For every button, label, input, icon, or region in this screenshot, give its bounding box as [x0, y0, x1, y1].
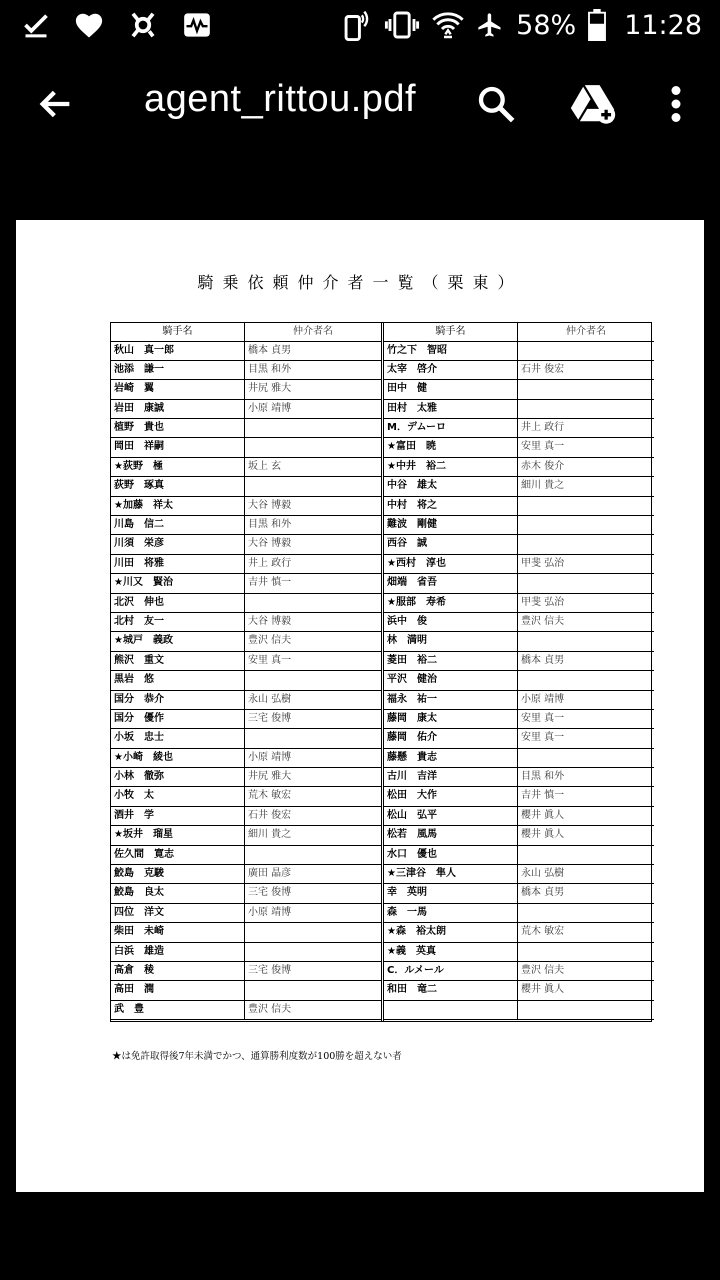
table-row [384, 438, 654, 457]
table-row [384, 846, 654, 865]
add-to-drive-button[interactable] [565, 80, 621, 132]
search-icon [476, 84, 516, 128]
agent-name-cell: 細川 貴之 [521, 480, 565, 492]
agent-name-cell: 豊沢 信夫 [248, 1003, 292, 1015]
table-row [111, 729, 381, 748]
jockey-name-cell: 西谷 誠 [384, 535, 518, 553]
table-row [384, 749, 654, 768]
wifi-icon [432, 10, 464, 40]
agent-name-cell [518, 497, 654, 515]
agent-name-cell: 大谷 博毅 [248, 538, 292, 550]
agent-name-cell [245, 923, 381, 941]
jockey-name-cell: ★三津谷 隼人 [384, 865, 518, 883]
agent-name-cell: 吉井 慎一 [248, 577, 292, 589]
jockey-name-cell: 田中 健 [384, 380, 518, 398]
jockey-name-cell: 松田 大作 [384, 787, 518, 805]
agent-name-cell: 豊沢 信夫 [248, 635, 292, 647]
jockey-name-cell: 難波 剛健 [384, 516, 518, 534]
agent-name-cell: 甲斐 弘治 [521, 596, 565, 608]
agent-name-cell [245, 846, 381, 864]
table-row [384, 865, 654, 884]
header-agent: 仲介者名 [566, 326, 606, 337]
agent-name-cell: 目黒 和外 [248, 519, 292, 531]
table-row [111, 516, 381, 535]
jockey-name-cell: 池添 謙一 [111, 361, 245, 379]
jockey-name-cell: 国分 優作 [111, 710, 245, 728]
agent-name-cell: 大谷 博毅 [248, 615, 292, 627]
agent-name-cell: 目黒 和外 [521, 771, 565, 783]
table-row [384, 923, 654, 942]
battery-icon [588, 9, 606, 41]
agent-name-cell [245, 594, 381, 612]
table-row [111, 400, 381, 419]
table-row [111, 342, 381, 361]
back-arrow-icon [36, 84, 76, 128]
agent-name-cell [518, 1001, 654, 1019]
table-row [384, 729, 654, 748]
jockey-name-cell: 岩崎 翼 [111, 380, 245, 398]
agent-name-cell: 小原 靖博 [248, 906, 292, 918]
table-row [384, 671, 654, 690]
jockey-name-cell: 川田 将雅 [111, 555, 245, 573]
agent-name-cell [518, 749, 654, 767]
table-row [384, 458, 654, 477]
app-toolbar [0, 60, 720, 150]
jockey-name-cell: 白浜 雄造 [111, 943, 245, 961]
agent-name-cell: 廣田 晶彦 [248, 868, 292, 880]
drive-add-icon [570, 83, 616, 129]
agent-name-cell: 三宅 俊博 [248, 712, 292, 724]
agent-name-cell: 豊沢 信夫 [521, 615, 565, 627]
table-row [111, 671, 381, 690]
agent-name-cell: 細川 貴之 [248, 829, 292, 841]
table-row [384, 904, 654, 923]
table-row [111, 574, 381, 593]
table-row [384, 1001, 654, 1020]
table-row [111, 419, 381, 438]
table-row [111, 361, 381, 380]
jockey-name-cell: 川須 栄彦 [111, 535, 245, 553]
table-row [111, 691, 381, 710]
table-row [384, 691, 654, 710]
table-row [384, 516, 654, 535]
table-row [384, 594, 654, 613]
jockey-name-cell: 鮫島 良太 [111, 884, 245, 902]
jockey-name-cell: 鮫島 克駿 [111, 865, 245, 883]
table-header-row [111, 323, 381, 342]
header-jockey: 騎手名 [384, 323, 518, 341]
table-row [384, 962, 654, 981]
jockey-name-cell: 北村 友一 [111, 613, 245, 631]
table-row [111, 632, 381, 651]
airplane-icon [476, 11, 504, 39]
jockey-name-cell: 畑端 省吾 [384, 574, 518, 592]
jockey-name-cell: ★森 裕太朗 [384, 923, 518, 941]
table-row [384, 652, 654, 671]
jockey-name-cell: 和田 竜二 [384, 981, 518, 999]
agent-name-cell [518, 904, 654, 922]
agent-name-cell: 小原 靖博 [248, 751, 292, 763]
agent-name-cell [245, 943, 381, 961]
jockey-name-cell: 中村 将之 [384, 497, 518, 515]
jockey-name-cell: 松山 弘平 [384, 807, 518, 825]
jockey-name-cell: ★義 英真 [384, 943, 518, 961]
vibrate-icon [384, 10, 420, 40]
jockey-name-cell: 藤岡 康太 [384, 710, 518, 728]
more-vert-icon [670, 86, 682, 126]
agent-name-cell [245, 477, 381, 495]
jockey-name-cell: 竹之下 智昭 [384, 342, 518, 360]
agent-name-cell: 櫻井 眞人 [521, 809, 565, 821]
agent-name-cell: 小原 靖博 [248, 402, 292, 414]
jockey-name-cell: 森 一馬 [384, 904, 518, 922]
agent-name-cell: 大谷 博毅 [248, 499, 292, 511]
table-row [111, 477, 381, 496]
agent-name-cell [245, 438, 381, 456]
jockey-name-cell: 幸 英明 [384, 884, 518, 902]
jockey-name-cell: 岩田 康誠 [111, 400, 245, 418]
jockey-name-cell: ★服部 寿希 [384, 594, 518, 612]
jockey-name-cell: 北沢 伸也 [111, 594, 245, 612]
table-row [111, 981, 381, 1000]
agent-name-cell [518, 846, 654, 864]
table-row [384, 400, 654, 419]
jockey-name-cell: ★小崎 綾也 [111, 749, 245, 767]
table-row [384, 477, 654, 496]
jockey-name-cell: 佐久間 寛志 [111, 846, 245, 864]
agent-name-cell: 石井 俊宏 [248, 809, 292, 821]
table-row [384, 419, 654, 438]
table-header-row [384, 323, 654, 342]
table-row [111, 458, 381, 477]
jockey-name-cell: 藤岡 佑介 [384, 729, 518, 747]
phone-signal-icon [342, 8, 372, 42]
table-row [111, 535, 381, 554]
table-row [384, 380, 654, 399]
jockey-name-cell: 林 満明 [384, 632, 518, 650]
jockey-name-cell: 小牧 太 [111, 787, 245, 805]
table-row [384, 884, 654, 903]
table-row [384, 613, 654, 632]
status-bar [0, 0, 720, 50]
agent-name-cell: 安里 真一 [521, 732, 565, 744]
jockey-name-cell: 松若 風馬 [384, 826, 518, 844]
agent-name-cell: 井上 政行 [248, 557, 292, 569]
jockey-name-cell: 田村 太雅 [384, 400, 518, 418]
document-title: agent_rittou.pdf [144, 78, 417, 120]
agent-name-cell: 安里 真一 [521, 712, 565, 724]
agent-name-cell: 櫻井 眞人 [521, 829, 565, 841]
jockey-name-cell: 荻野 琢真 [111, 477, 245, 495]
agent-name-cell [518, 943, 654, 961]
table-row [384, 787, 654, 806]
agent-name-cell [518, 400, 654, 418]
agent-name-cell [518, 342, 654, 360]
table-row [384, 555, 654, 574]
agent-name-cell [245, 419, 381, 437]
jockey-name-cell [384, 1001, 518, 1019]
jockey-name-cell: 秋山 真一郎 [111, 342, 245, 360]
header-agent: 仲介者名 [293, 326, 333, 337]
table-row [384, 574, 654, 593]
table-row [111, 438, 381, 457]
jockey-name-cell: 高倉 稜 [111, 962, 245, 980]
jockey-name-cell: C．ルメール [384, 962, 518, 980]
jockey-name-cell: 植野 貴也 [111, 419, 245, 437]
agent-name-cell: 目黒 和外 [248, 363, 292, 375]
table-row [111, 768, 381, 787]
heart-icon [74, 11, 104, 39]
table-row [384, 768, 654, 787]
agent-name-cell [518, 535, 654, 553]
jockey-name-cell: ★西村 淳也 [384, 555, 518, 573]
table-right-half [381, 323, 654, 1021]
jockey-name-cell: 小林 徹弥 [111, 768, 245, 786]
table-row [111, 884, 381, 903]
agent-name-cell: 豊沢 信夫 [521, 965, 565, 976]
table-row [111, 497, 381, 516]
jockey-name-cell: 高田 潤 [111, 981, 245, 999]
jockey-name-cell: 四位 洋文 [111, 904, 245, 922]
table-row [111, 807, 381, 826]
agent-name-cell: 甲斐 弘治 [521, 557, 565, 569]
jockey-name-cell: 川島 信二 [111, 516, 245, 534]
table-row [111, 865, 381, 884]
agent-name-cell: 永山 弘樹 [521, 868, 565, 880]
table-row [384, 535, 654, 554]
jockey-name-cell: 熊沢 重文 [111, 652, 245, 670]
table-row [111, 594, 381, 613]
agent-name-cell: 三宅 俊博 [248, 965, 292, 976]
agent-name-cell: 三宅 俊博 [248, 887, 292, 899]
jockey-name-cell: 黒岩 悠 [111, 671, 245, 689]
table-row [111, 943, 381, 962]
agent-table [110, 322, 652, 1022]
table-row [111, 923, 381, 942]
jockey-name-cell: ★中井 裕二 [384, 458, 518, 476]
table-row [111, 846, 381, 865]
agent-name-cell [245, 729, 381, 747]
table-row [384, 943, 654, 962]
agent-name-cell [518, 516, 654, 534]
table-row [111, 826, 381, 845]
agent-name-cell: 荒木 敏宏 [521, 926, 565, 938]
check-icon [22, 11, 50, 39]
agent-name-cell: 荒木 敏宏 [248, 790, 292, 802]
jockey-name-cell: ★坂井 瑠星 [111, 826, 245, 844]
agent-name-cell: 小原 靖博 [521, 693, 565, 705]
jockey-name-cell: 藤懸 貴志 [384, 749, 518, 767]
agent-name-cell [518, 574, 654, 592]
agent-name-cell: 安里 真一 [248, 654, 292, 666]
jockey-name-cell: 水口 優也 [384, 846, 518, 864]
jockey-name-cell: ★城戸 義政 [111, 632, 245, 650]
agent-name-cell [518, 380, 654, 398]
table-row [384, 342, 654, 361]
table-row [384, 497, 654, 516]
agent-name-cell: 井尻 雅大 [248, 383, 292, 395]
agent-name-cell: 橋本 貞男 [521, 887, 565, 899]
table-row [111, 652, 381, 671]
clock: 11:28 [624, 9, 702, 41]
jockey-name-cell: 平沢 健治 [384, 671, 518, 689]
jockey-name-cell: ★荻野 極 [111, 458, 245, 476]
table-row [111, 787, 381, 806]
agent-name-cell: 橋本 貞男 [248, 344, 292, 356]
agent-name-cell [245, 981, 381, 999]
agent-name-cell: 橋本 貞男 [521, 654, 565, 666]
agent-name-cell: 安里 真一 [521, 441, 565, 453]
table-row [111, 1001, 381, 1020]
table-row [384, 632, 654, 651]
agent-name-cell: 櫻井 眞人 [521, 984, 565, 996]
jockey-name-cell: ★富田 暁 [384, 438, 518, 456]
jockey-name-cell: 福永 祐一 [384, 691, 518, 709]
jockey-name-cell: ★川又 賢治 [111, 574, 245, 592]
header-jockey: 騎手名 [111, 323, 245, 341]
table-row [384, 361, 654, 380]
jockey-name-cell: 国分 恭介 [111, 691, 245, 709]
pdf-page[interactable] [16, 220, 704, 1192]
jockey-name-cell: 岡田 祥嗣 [111, 438, 245, 456]
jockey-name-cell: 武 豊 [111, 1001, 245, 1019]
table-row [384, 807, 654, 826]
doc-heading: 騎乗依頼仲介者一覧（栗東） [197, 273, 523, 292]
table-row [111, 749, 381, 768]
agent-name-cell: 石井 俊宏 [521, 363, 565, 375]
agent-name-cell [245, 671, 381, 689]
table-row [111, 555, 381, 574]
agent-name-cell: 井上 政行 [521, 422, 565, 434]
jockey-name-cell: 小坂 忠士 [111, 729, 245, 747]
table-row [111, 710, 381, 729]
table-row [384, 710, 654, 729]
table-row [111, 962, 381, 981]
app-icon [128, 10, 158, 40]
table-row [384, 826, 654, 845]
jockey-name-cell: 古川 吉洋 [384, 768, 518, 786]
jockey-name-cell: 浜中 俊 [384, 613, 518, 631]
jockey-name-cell: 酒井 学 [111, 807, 245, 825]
jockey-name-cell: 太宰 啓介 [384, 361, 518, 379]
search-button[interactable] [470, 80, 522, 132]
agent-name-cell: 吉井 慎一 [521, 790, 565, 802]
table-row [111, 904, 381, 923]
table-left-half [111, 323, 381, 1021]
jockey-name-cell: 菱田 裕二 [384, 652, 518, 670]
more-options-button[interactable] [656, 80, 696, 132]
agent-name-cell: 赤木 俊介 [521, 460, 565, 472]
table-row [384, 981, 654, 1000]
battery-percent: 58% [516, 9, 577, 41]
jockey-name-cell: M．デムーロ [384, 419, 518, 437]
agent-name-cell [518, 632, 654, 650]
table-row [111, 613, 381, 632]
agent-name-cell: 永山 弘樹 [248, 693, 292, 705]
agent-name-cell [518, 671, 654, 689]
jockey-name-cell: 中谷 雄太 [384, 477, 518, 495]
agent-name-cell: 井尻 雅大 [248, 771, 292, 783]
table-row [111, 380, 381, 399]
activity-icon [182, 11, 212, 39]
agent-name-cell: 坂上 玄 [248, 460, 282, 472]
jockey-name-cell: 柴田 未崎 [111, 923, 245, 941]
jockey-name-cell: ★加藤 祥太 [111, 497, 245, 515]
footnote: ★は免許取得後7年未満でかつ、通算勝利度数が100勝を超えない者 [112, 1051, 402, 1062]
back-button[interactable] [30, 80, 82, 132]
